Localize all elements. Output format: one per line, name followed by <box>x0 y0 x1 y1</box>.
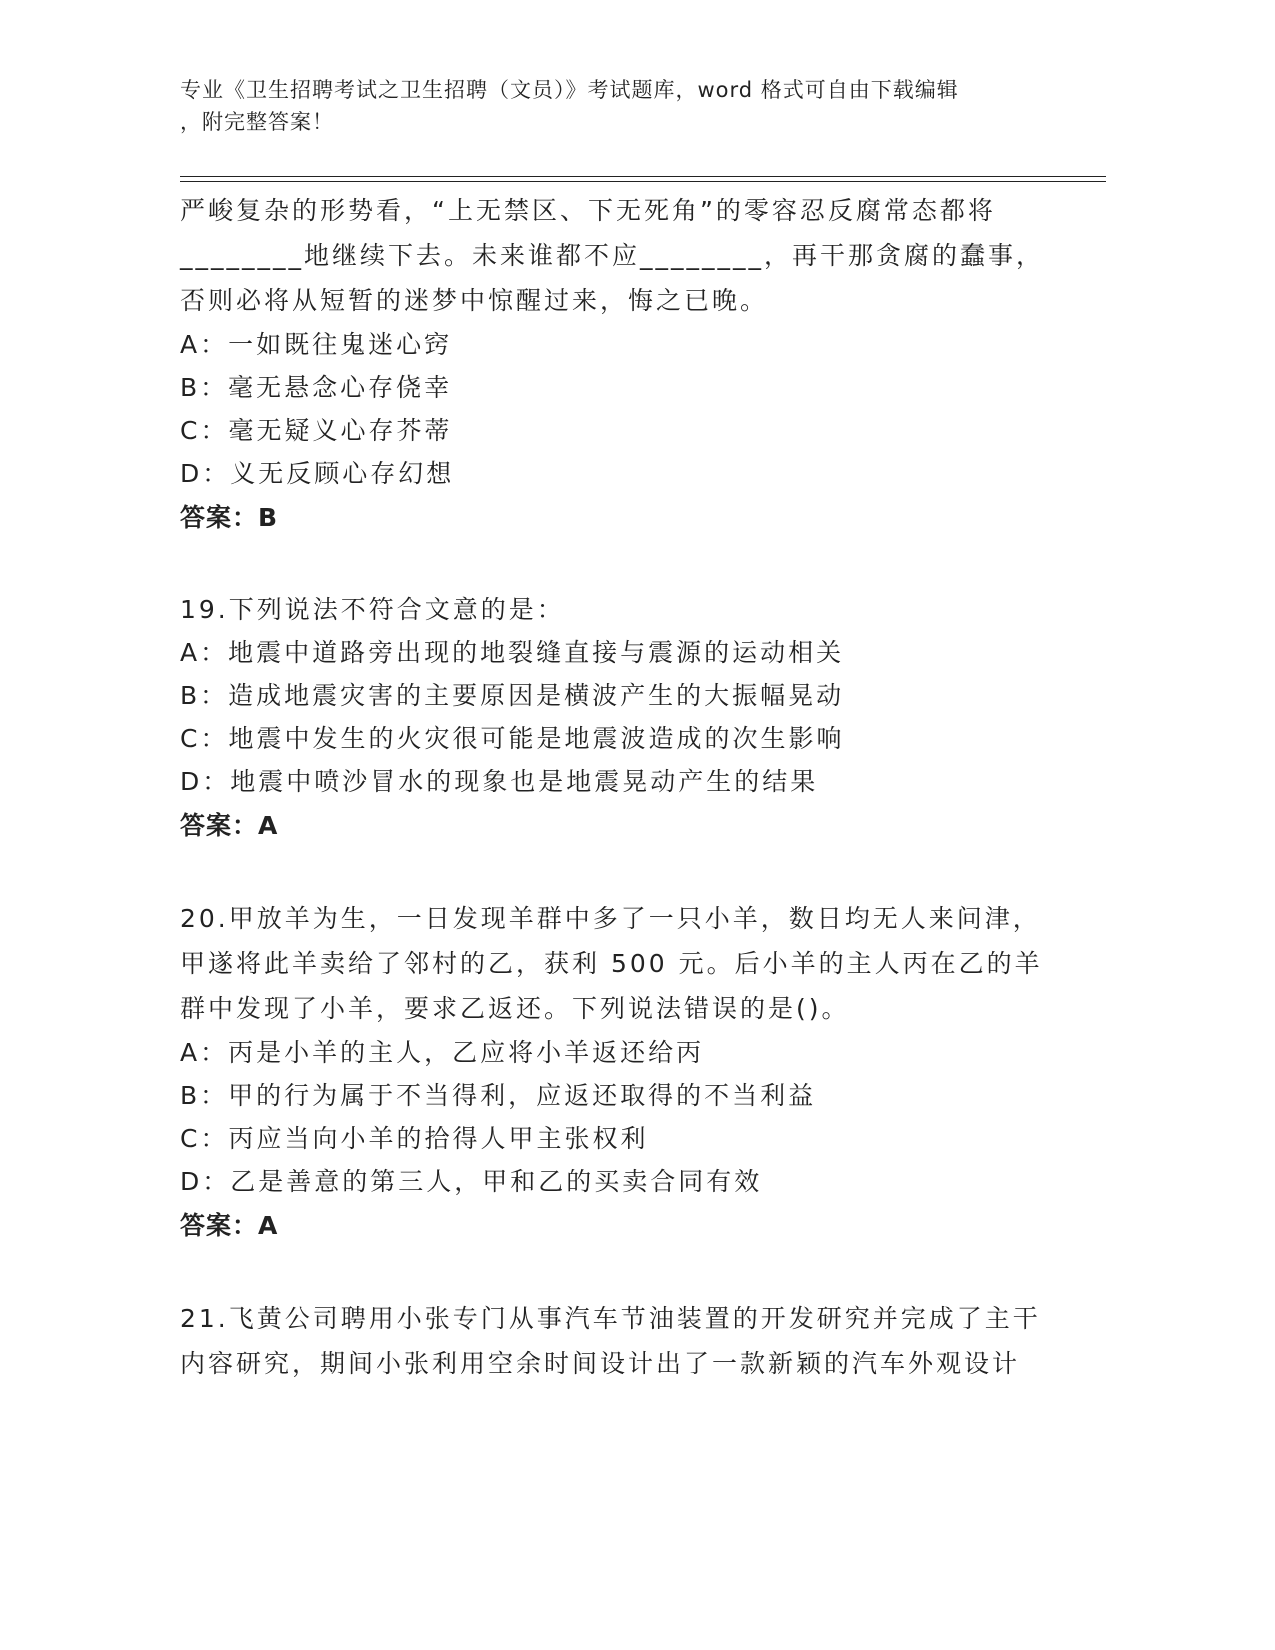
option-a: A：一如既往鬼迷心窍 <box>180 330 453 359</box>
header-divider-top <box>180 176 1106 177</box>
option-c: C：丙应当向小羊的拾得人甲主张权利 <box>180 1124 649 1153</box>
question-text-line: 群中发现了小羊，要求乙返还。下列说法错误的是()。 <box>180 994 850 1023</box>
spacer <box>180 540 1060 588</box>
option-d: D：地震中喷沙冒水的现象也是地震晃动产生的结果 <box>180 767 819 796</box>
option-d: D：乙是善意的第三人，甲和乙的买卖合同有效 <box>180 1167 763 1196</box>
option-a: A：丙是小羊的主人，乙应将小羊返还给丙 <box>180 1038 705 1067</box>
header-line-1: 专业《卫生招聘考试之卫生招聘（文员）》考试题库，word 格式可自由下载编辑 <box>180 78 959 102</box>
question-text-line: 19.下列说法不符合文意的是： <box>180 595 565 624</box>
document-header <box>180 74 1050 138</box>
question-18 <box>180 188 1060 540</box>
question-content <box>180 188 1060 1386</box>
header-divider-bottom <box>180 181 1106 182</box>
answer: 答案：A <box>180 1211 279 1240</box>
answer: 答案：A <box>180 811 279 840</box>
question-text-line: 内容研究，期间小张利用空余时间设计出了一款新颖的汽车外观设计 <box>180 1349 1021 1378</box>
option-b: B：毫无悬念心存侥幸 <box>180 373 453 402</box>
header-line-2: ，附完整答案！ <box>180 110 334 134</box>
question-21 <box>180 1296 1060 1386</box>
option-b: B：造成地震灾害的主要原因是横波产生的大振幅晃动 <box>180 681 845 710</box>
question-text-line: 21.飞黄公司聘用小张专门从事汽车节油装置的开发研究并完成了主干 <box>180 1304 1041 1333</box>
spacer <box>180 848 1060 896</box>
question-text-line: ________地继续下去。未来谁都不应________，再干那贪腐的蠢事， <box>180 241 1045 270</box>
option-d: D：义无反顾心存幻想 <box>180 459 455 488</box>
option-c: C：地震中发生的火灾很可能是地震波造成的次生影响 <box>180 724 845 753</box>
answer: 答案：B <box>180 503 279 532</box>
question-19 <box>180 588 1060 848</box>
question-text-line: 严峻复杂的形势看，“上无禁区、下无死角”的零容忍反腐常态都将 <box>180 196 996 225</box>
question-20 <box>180 896 1060 1248</box>
spacer <box>180 1248 1060 1296</box>
option-b: B：甲的行为属于不当得利，应返还取得的不当利益 <box>180 1081 817 1110</box>
question-text-line: 甲遂将此羊卖给了邻村的乙，获利 500 元。后小羊的主人丙在乙的羊 <box>180 949 1043 978</box>
option-a: A：地震中道路旁出现的地裂缝直接与震源的运动相关 <box>180 638 845 667</box>
option-c: C：毫无疑义心存芥蒂 <box>180 416 453 445</box>
question-text-line: 20.甲放羊为生，一日发现羊群中多了一只小羊，数日均无人来问津， <box>180 904 1041 933</box>
question-text-line: 否则必将从短暂的迷梦中惊醒过来，悔之已晚。 <box>180 286 769 315</box>
